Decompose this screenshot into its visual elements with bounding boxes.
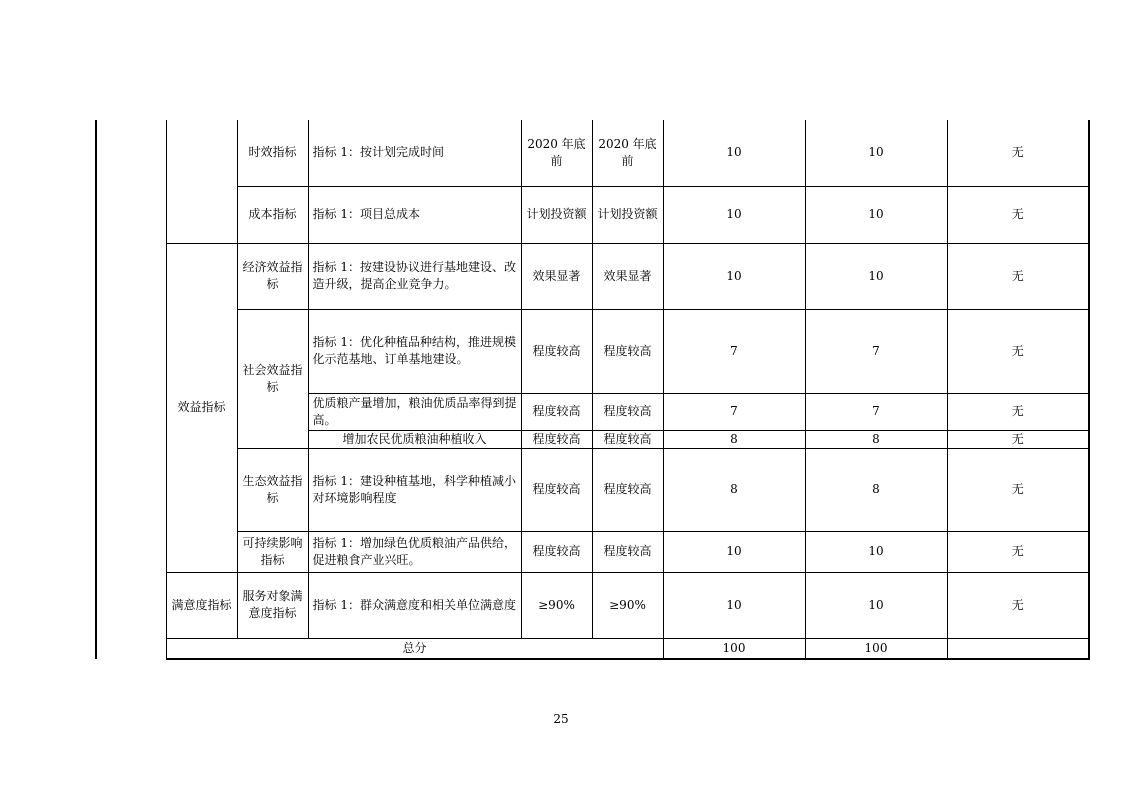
target-value-cell: 程度较高 bbox=[521, 393, 592, 430]
indicator-cell: 优质粮产量增加，粮油优质品率得到提高。 bbox=[308, 393, 521, 430]
indicator-cell: 指标 1：按建设协议进行基地建设、改造升级，提高企业竞争力。 bbox=[308, 243, 521, 309]
actual-value-cell: 程度较高 bbox=[592, 448, 663, 531]
category-cell: 满意度指标 bbox=[166, 572, 237, 638]
weight-cell: 7 bbox=[663, 309, 805, 393]
weight-cell: 7 bbox=[663, 393, 805, 430]
note-cell: 无 bbox=[947, 186, 1089, 243]
total-score-cell: 100 bbox=[805, 638, 947, 659]
total-note-cell bbox=[947, 638, 1089, 659]
score-cell: 8 bbox=[805, 430, 947, 448]
category-cell bbox=[166, 120, 237, 243]
actual-value-cell: 程度较高 bbox=[592, 430, 663, 448]
target-value-cell: 效果显著 bbox=[521, 243, 592, 309]
target-value-cell: 程度较高 bbox=[521, 531, 592, 572]
target-value-cell: 程度较高 bbox=[521, 430, 592, 448]
weight-cell: 10 bbox=[663, 243, 805, 309]
total-row bbox=[96, 638, 1089, 659]
target-value-cell: 程度较高 bbox=[521, 448, 592, 531]
weight-cell: 10 bbox=[663, 186, 805, 243]
table-row bbox=[96, 120, 1089, 186]
indicator-cell: 指标 1：增加绿色优质粮油产品供给，促进粮食产业兴旺。 bbox=[308, 531, 521, 572]
actual-value-cell: ≥90% bbox=[592, 572, 663, 638]
weight-cell: 10 bbox=[663, 572, 805, 638]
weight-cell: 10 bbox=[663, 120, 805, 186]
score-cell: 8 bbox=[805, 448, 947, 531]
actual-value-cell: 程度较高 bbox=[592, 393, 663, 430]
actual-value-cell: 程度较高 bbox=[592, 309, 663, 393]
score-cell: 7 bbox=[805, 309, 947, 393]
note-cell: 无 bbox=[947, 430, 1089, 448]
page-number: 25 bbox=[553, 712, 569, 726]
subcategory-cell: 成本指标 bbox=[237, 186, 308, 243]
indicator-cell: 指标 1：优化种植品种结构，推进规模化示范基地、订单基地建设。 bbox=[308, 309, 521, 393]
score-cell: 10 bbox=[805, 243, 947, 309]
subcategory-cell: 可持续影响指标 bbox=[237, 531, 308, 572]
note-cell: 无 bbox=[947, 393, 1089, 430]
target-value-cell: 程度较高 bbox=[521, 309, 592, 393]
note-cell: 无 bbox=[947, 572, 1089, 638]
indicator-cell: 指标 1：项目总成本 bbox=[308, 186, 521, 243]
indicator-cell: 指标 1：群众满意度和相关单位满意度 bbox=[308, 572, 521, 638]
table-row bbox=[96, 531, 1089, 572]
weight-cell: 8 bbox=[663, 448, 805, 531]
note-cell: 无 bbox=[947, 309, 1089, 393]
subcategory-cell: 服务对象满意度指标 bbox=[237, 572, 308, 638]
table-row bbox=[96, 309, 1089, 393]
subcategory-cell: 生态效益指标 bbox=[237, 448, 308, 531]
score-cell: 10 bbox=[805, 120, 947, 186]
category-cell: 效益指标 bbox=[166, 243, 237, 572]
subcategory-cell: 时效指标 bbox=[237, 120, 308, 186]
subcategory-cell: 经济效益指标 bbox=[237, 243, 308, 309]
note-cell: 无 bbox=[947, 448, 1089, 531]
total-weight-cell: 100 bbox=[663, 638, 805, 659]
actual-value-cell: 程度较高 bbox=[592, 531, 663, 572]
score-cell: 10 bbox=[805, 186, 947, 243]
score-cell: 7 bbox=[805, 393, 947, 430]
actual-value-cell: 2020 年底前 bbox=[592, 120, 663, 186]
actual-value-cell: 效果显著 bbox=[592, 243, 663, 309]
note-cell: 无 bbox=[947, 120, 1089, 186]
indicator-cell: 增加农民优质粮油种植收入 bbox=[308, 430, 521, 448]
target-value-cell: 计划投资额 bbox=[521, 186, 592, 243]
target-value-cell: 2020 年底前 bbox=[521, 120, 592, 186]
score-cell: 10 bbox=[805, 572, 947, 638]
performance-indicator-table bbox=[95, 120, 1090, 660]
table-row bbox=[96, 243, 1089, 309]
indicator-cell: 指标 1：建设种植基地，科学种植减小对环境影响程度 bbox=[308, 448, 521, 531]
note-cell: 无 bbox=[947, 531, 1089, 572]
weight-cell: 10 bbox=[663, 531, 805, 572]
actual-value-cell: 计划投资额 bbox=[592, 186, 663, 243]
total-label-cell: 总分 bbox=[166, 638, 663, 659]
score-cell: 10 bbox=[805, 531, 947, 572]
target-value-cell: ≥90% bbox=[521, 572, 592, 638]
table-row bbox=[96, 186, 1089, 243]
note-cell: 无 bbox=[947, 243, 1089, 309]
indicator-cell: 指标 1：按计划完成时间 bbox=[308, 120, 521, 186]
weight-cell: 8 bbox=[663, 430, 805, 448]
table-row bbox=[96, 572, 1089, 638]
table-row bbox=[96, 448, 1089, 531]
level1-category-cell bbox=[96, 120, 166, 659]
subcategory-cell: 社会效益指标 bbox=[237, 309, 308, 448]
